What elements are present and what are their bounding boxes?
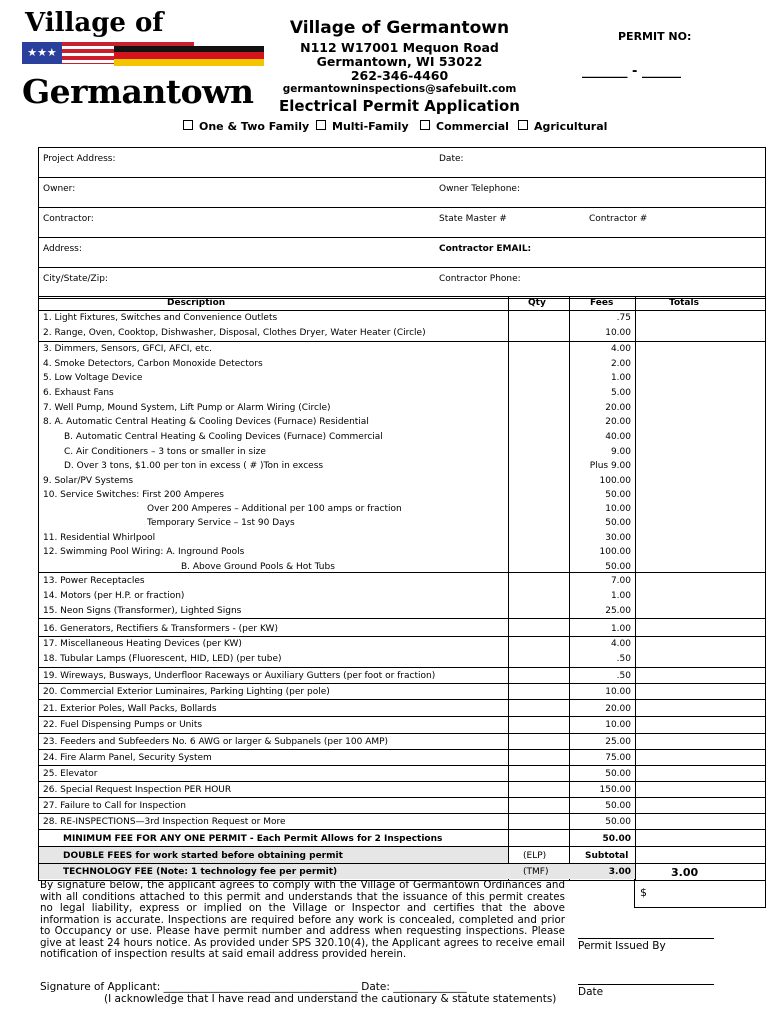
divider (39, 749, 765, 750)
fee-value: 2.00 (610, 359, 631, 369)
info-row-city (39, 268, 765, 297)
info-row-address (39, 238, 765, 268)
checkbox-commercial[interactable]: Commercial (420, 120, 509, 133)
fee-value: 1.00 (610, 373, 631, 383)
fee-item: Temporary Service – 1st 90 Days (147, 518, 295, 528)
divider (39, 716, 765, 717)
fee-value: 30.00 (605, 533, 631, 543)
fee-item: 15. Neon Signs (Transformer), Lighted Signs (43, 606, 242, 616)
fee-value: .50 (616, 654, 631, 664)
state-master-field[interactable]: State Master # (439, 214, 507, 224)
fee-value: 10.00 (605, 687, 631, 697)
org-address-2: Germantown, WI 53022 (316, 54, 483, 69)
col-header-fees: Fees (590, 298, 614, 308)
divider (635, 297, 636, 880)
fee-item: C. Air Conditioners – 3 tons or smaller in size (64, 447, 266, 457)
tech-fee-text: TECHNOLOGY FEE (Note: 1 technology fee per permit) (63, 867, 338, 877)
tech-fee-total: 3.00 (671, 866, 699, 879)
fee-item: 27. Failure to Call for Inspection (43, 801, 186, 811)
fee-item: 5. Low Voltage Device (43, 373, 143, 383)
org-name: Village of Germantown (289, 18, 510, 38)
minimum-fee-text: MINIMUM FEE FOR ANY ONE PERMIT - Each Permit Allows for 2 Inspections (63, 834, 443, 844)
divider (39, 683, 765, 684)
org-address-1: N112 W17001 Mequon Road (300, 40, 499, 55)
fee-value: 100.00 (599, 476, 631, 486)
de-flag-red (114, 52, 264, 59)
divider (39, 813, 765, 814)
divider (39, 781, 765, 782)
city-state-zip-field[interactable]: City/State/Zip: (43, 274, 108, 284)
fee-value: 25.00 (605, 606, 631, 616)
divider (39, 733, 765, 734)
fee-item: 26. Special Request Inspection PER HOUR (43, 785, 232, 795)
divider (39, 667, 765, 668)
fee-item: 3. Dimmers, Sensors, GFCI, AFCI, etc. (43, 344, 213, 354)
checkbox-icon (183, 120, 193, 130)
divider (39, 572, 765, 573)
contractor-field[interactable]: Contractor: (43, 214, 94, 224)
fee-item: Over 200 Amperes – Additional per 100 amps or fraction (147, 504, 402, 514)
checkbox-icon (518, 120, 528, 130)
fee-value: 10.00 (605, 720, 631, 730)
checkbox-icon (420, 120, 430, 130)
fee-item: 6. Exhaust Fans (43, 388, 114, 398)
address-field[interactable]: Address: (43, 244, 82, 254)
fee-value: 50.00 (605, 518, 631, 528)
fee-value: 10.00 (605, 504, 631, 514)
divider (508, 297, 509, 880)
fee-value: Plus 9.00 (589, 461, 631, 471)
divider (39, 636, 765, 637)
fee-value: 1.00 (610, 591, 631, 601)
fee-item: 4. Smoke Detectors, Carbon Monoxide Detectors (43, 359, 263, 369)
divider (569, 297, 570, 880)
form-title: Electrical Permit Application (279, 97, 520, 115)
flag-graphic (22, 42, 264, 70)
fee-item: 13. Power Receptacles (43, 576, 145, 586)
divider (39, 829, 765, 830)
fee-item: B. Above Ground Pools & Hot Tubs (181, 562, 335, 572)
col-header-qty: Qty (528, 298, 546, 308)
fee-item: 18. Tubular Lamps (Fluorescent, HID, LED) (per tube) (43, 654, 282, 664)
fee-item: 7. Well Pump, Mound System, Lift Pump or Alarm Wiring (Circle) (43, 403, 331, 413)
checkbox-agricultural[interactable]: Agricultural (518, 120, 607, 133)
fee-value: 10.00 (605, 328, 631, 338)
minimum-fee-value: 50.00 (602, 834, 631, 844)
fee-item: 16. Generators, Rectifiers & Transformers - (per KW) (43, 624, 278, 634)
fee-item: 17. Miscellaneous Heating Devices (per KW) (43, 639, 242, 649)
divider (39, 341, 765, 342)
org-phone: 262-346-4460 (350, 68, 449, 83)
fee-value: 150.00 (599, 785, 631, 795)
fee-value: 1.00 (610, 624, 631, 634)
fee-item: 24. Fire Alarm Panel, Security System (43, 753, 212, 763)
fee-item: 22. Fuel Dispensing Pumps or Units (43, 720, 203, 730)
divider (39, 765, 765, 766)
elp-label: (ELP) (523, 851, 547, 861)
fee-item: 28. RE-INSPECTIONS—3rd Inspection Request or More (43, 817, 286, 827)
fee-table (38, 296, 766, 881)
divider (39, 618, 765, 619)
permit-issued-label[interactable]: Permit Issued By (578, 940, 666, 952)
acknowledgement-text: (I acknowledge that I have read and understand the cautionary & statute statements) (104, 993, 557, 1005)
info-row-project (39, 148, 765, 178)
de-flag-gold (114, 59, 264, 66)
logo-script-text: Germantown (22, 72, 254, 111)
info-row-owner (39, 178, 765, 208)
fee-value: 50.00 (605, 562, 631, 572)
contractor-email-field[interactable]: Contractor EMAIL: (439, 244, 532, 254)
org-email[interactable]: germantowninspections@safebuilt.com (282, 83, 517, 95)
us-flag-blue (22, 42, 62, 64)
fee-item: 20. Commercial Exterior Luminaires, Parking Lighting (per pole) (43, 687, 330, 697)
fee-item: 19. Wireways, Busways, Underfloor Raceways or Auxiliary Gutters (per foot or fraction) (43, 671, 436, 681)
fee-value: 50.00 (605, 490, 631, 500)
permit-issued-line (578, 938, 714, 939)
fee-value: .75 (616, 313, 631, 323)
permit-no-field[interactable]: _______ - ______ (582, 64, 681, 79)
divider (39, 797, 765, 798)
fee-value: 50.00 (605, 801, 631, 811)
fee-item: 8. A. Automatic Central Heating & Cooling Devices (Furnace) Residential (43, 417, 369, 427)
disclaimer-text: By signature below, the applicant agrees to comply with the Village of Germantown Ordinances and with all conditions attached to this permit and understands that the issuance of this permit creates no legal liability, express or implied on the Village or Inspector and certifies that the above information is accurate. Inspections are required before any work is concealed, completed and prior to Occupancy or use. Please have permit number and address when requesting inspections. Please give at least 24 hours notice. As provided under SPS 320.10(4), the Applicant agrees to receive email notification of inspection results at said email address provided herein. (40, 879, 565, 960)
header-underline (39, 310, 765, 311)
project-info-box (38, 147, 766, 299)
fee-value: 4.00 (610, 344, 631, 354)
fee-value: 100.00 (599, 547, 631, 557)
owner-phone-field[interactable]: Owner Telephone: (439, 184, 520, 194)
fee-value: 20.00 (605, 704, 631, 714)
fee-item: 10. Service Switches: First 200 Amperes (43, 490, 224, 500)
subtotal-label: Subtotal (585, 851, 629, 861)
fee-value: .50 (616, 671, 631, 681)
col-header-description: Description (167, 298, 226, 308)
checkbox-one-two-family[interactable]: One & Two Family (183, 120, 309, 133)
date-field[interactable]: Date: (439, 154, 464, 164)
checkbox-icon (316, 120, 326, 130)
contractor-phone-field[interactable]: Contractor Phone: (439, 274, 521, 284)
fee-value: 20.00 (605, 403, 631, 413)
double-fee-text: DOUBLE FEES for work started before obtaining permit (63, 851, 343, 861)
issued-date-label[interactable]: Date (578, 986, 604, 998)
fee-item: 25. Elevator (43, 769, 98, 779)
owner-field[interactable]: Owner: (43, 184, 76, 194)
col-header-totals: Totals (669, 298, 699, 308)
divider (39, 699, 765, 700)
issued-date-line (578, 984, 714, 985)
checkbox-multi-family[interactable]: Multi-Family (316, 120, 409, 133)
fee-value: 9.00 (610, 447, 631, 457)
fee-item: 12. Swimming Pool Wiring: A. Inground Pools (43, 547, 245, 557)
fee-value: 75.00 (605, 753, 631, 763)
fee-item: 21. Exterior Poles, Wall Packs, Bollards (43, 704, 217, 714)
fee-value: 4.00 (610, 639, 631, 649)
info-row-contractor (39, 208, 765, 238)
tech-fee-value: 3.00 (608, 867, 631, 877)
star-icon: ★★★ (27, 46, 57, 59)
contractor-number-field[interactable]: Contractor # (589, 214, 648, 224)
fee-value: 40.00 (605, 432, 631, 442)
permit-no-label: PERMIT NO: (618, 30, 692, 43)
fee-value: 50.00 (605, 817, 631, 827)
fee-value: 20.00 (605, 417, 631, 427)
fee-value: 25.00 (605, 737, 631, 747)
fee-item: 1. Light Fixtures, Switches and Convenience Outlets (43, 313, 278, 323)
fee-item: 14. Motors (per H.P. or fraction) (43, 591, 185, 601)
fee-value: 5.00 (610, 388, 631, 398)
logo-top-text: Village of (25, 8, 164, 38)
fee-item: D. Over 3 tons, $1.00 per ton in excess ( # )Ton in excess (64, 461, 324, 471)
fee-item: 11. Residential Whirlpool (43, 533, 156, 543)
fee-value: 7.00 (610, 576, 631, 586)
fee-item: 9. Solar/PV Systems (43, 476, 134, 486)
applicant-signature-line[interactable]: Signature of Applicant: _____________________________________ Date: ______________ (40, 981, 467, 993)
project-address-field[interactable]: Project Address: (43, 154, 116, 164)
fee-item: B. Automatic Central Heating & Cooling Devices (Furnace) Commercial (64, 432, 383, 442)
fee-value: 50.00 (605, 769, 631, 779)
grand-total-box[interactable] (634, 879, 766, 908)
tmf-label: (TMF) (523, 867, 549, 877)
dollar-sign: $ (640, 886, 647, 899)
fee-item: 2. Range, Oven, Cooktop, Dishwasher, Disposal, Clothes Dryer, Water Heater (Circle) (43, 328, 426, 338)
fee-item: 23. Feeders and Subfeeders No. 6 AWG or larger & Subpanels (per 100 AMP) (43, 737, 389, 747)
